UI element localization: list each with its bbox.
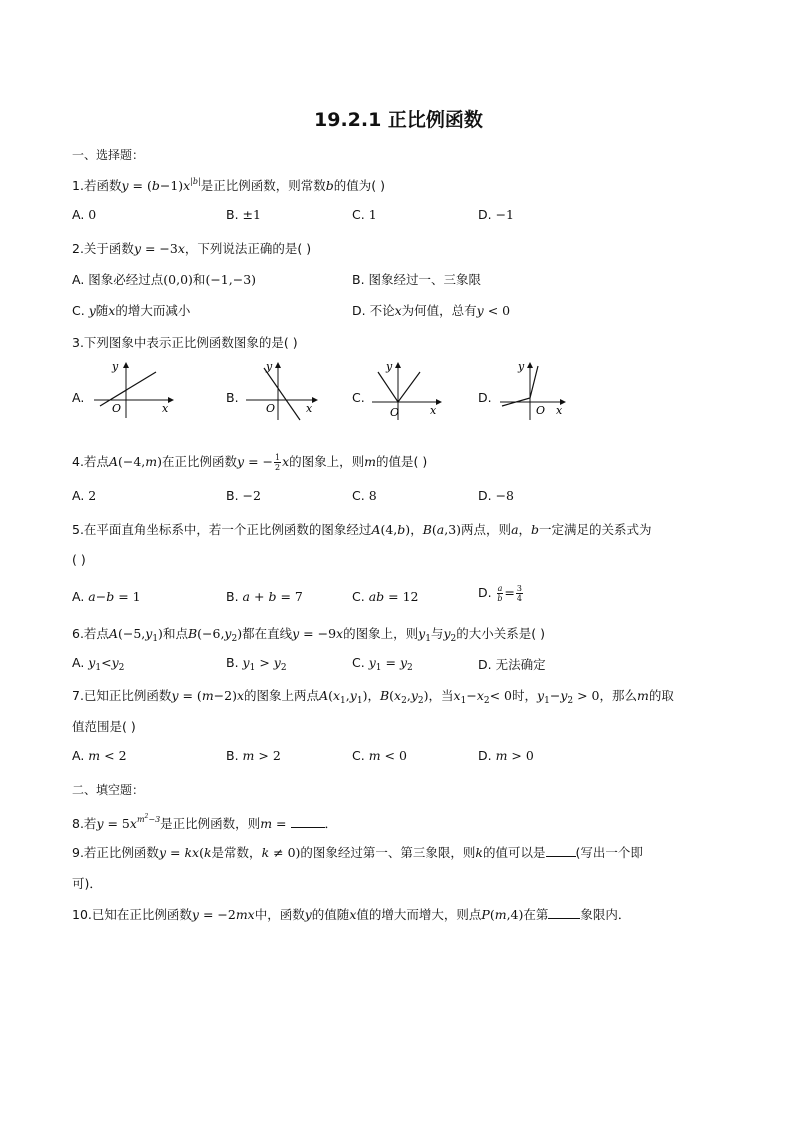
question-2: 2.关于函数y = −3x，下列说法正确的是( ) [72,241,312,256]
q1-option-a[interactable]: A. 0 [72,207,97,222]
svg-text:y: y [266,360,273,373]
question-9-line2: 可)． [72,876,102,891]
q10-answer-blank[interactable] [548,907,580,919]
q8-answer-blank[interactable] [291,816,325,828]
svg-text:x: x [162,402,169,415]
q7-option-a[interactable]: A. m < 2 [72,748,127,763]
graph-a [86,360,186,422]
graph-b [238,360,338,422]
question-5: 5.在平面直角坐标系中，若一个正比例函数的图象经过A(4,b)，B(a,3)两点，则a，b一定满足的关系式为 [72,522,652,537]
q9-answer-blank[interactable] [546,845,576,857]
q2-option-a[interactable]: A. 图象必经过点(0,0)和(−1,−3) [72,272,257,287]
q6-option-c[interactable]: C. $y_1 = y_2$ [352,655,413,673]
svg-text:y: y [518,360,525,373]
q1-option-b[interactable]: B. ±1 [226,207,261,222]
q1-option-d[interactable]: D. −1 [478,207,515,222]
q4-option-c[interactable]: C. 8 [352,488,377,503]
q6-option-a[interactable]: A. $y_1<y_2$ [72,655,125,673]
question-3: 3.下列图象中表示正比例函数图象的是( ) [72,335,298,350]
q5-option-a[interactable]: A. a−b = 1 [72,589,141,604]
svg-text:O: O [390,406,400,419]
svg-text:O: O [536,404,546,417]
svg-text:y: y [112,360,119,373]
question-8: 8.若$y = 5x^{m^2-3}$是正比例函数，则m = ． [72,813,338,831]
q6-option-b[interactable]: B. $y_1 > y_2$ [226,655,287,673]
svg-text:x: x [306,402,313,415]
svg-text:x: x [430,404,437,417]
page-title: 19.2.1 正比例函数 [314,109,483,131]
question-7: 7.已知正比例函数y = (m−2)x的图象上两点$A(x_1,y_1)$，$B(x_2,y_2)$，当$x_1-x_2< 0$时，$y_1-y_2 > 0$，那么m的取 [72,688,674,706]
q1-option-c[interactable]: C. 1 [352,207,377,222]
q7-option-d[interactable]: D. m > 0 [478,748,534,763]
q5-option-d[interactable]: D. $\frac{a}{b}$ = $\frac{3}{4}$ [478,584,522,603]
q2-option-c[interactable]: C. y随x的增大而减小 [72,303,191,318]
question-7-line2: 值范围是( ) [72,719,136,734]
svg-text:O: O [266,402,276,415]
q5-option-b[interactable]: B. a + b = 7 [226,589,303,604]
svg-text:x: x [556,404,563,417]
q7-option-b[interactable]: B. m > 2 [226,748,281,763]
q2-option-b[interactable]: B. 图象经过一、三象限 [352,272,482,287]
question-4: 4.若点A(−4,m)在正比例函数y = − $\frac{1}{2}$ x的图象上，则m的值是( ) [72,453,428,472]
q4-option-b[interactable]: B. −2 [226,488,261,503]
q6-option-d[interactable]: D. 无法确定 [478,657,546,672]
question-10: 10.已知在正比例函数y = −2mx中，函数y的值随x值的增大而增大，则点P(m,4)在第 象限内． [72,907,631,922]
question-1: 1.若函数$y = (b-1)x^{|b|}$是正比例函数，则常数b的值为( ) [72,177,385,193]
svg-text:y: y [386,360,393,373]
question-9: 9.若正比例函数y = kx(k是常数，k ≠ 0)的图象经过第一、第三象限，则k的值可以是 (写出一个即 [72,845,643,860]
q5-option-c[interactable]: C. ab = 12 [352,589,419,604]
q4-option-a[interactable]: A. 2 [72,488,97,503]
graph-c [368,360,468,426]
q2-option-d[interactable]: D. 不论x为何值，总有y < 0 [352,303,511,318]
question-5-line2: ( ) [72,552,86,567]
question-6: 6.若点$A(-5,y_1)$和点$B(-6,y_2)$都在直线y = −9x的图象上，则$y_1$与$y_2$的大小关系是( ) [72,626,545,644]
section-heading-fill: 二、填空题： [72,783,145,797]
graph-d [496,360,596,422]
svg-text:O: O [112,402,122,415]
q7-option-c[interactable]: C. m < 0 [352,748,407,763]
section-heading-choice: 一、选择题： [72,148,145,162]
q4-option-d[interactable]: D. −8 [478,488,515,503]
